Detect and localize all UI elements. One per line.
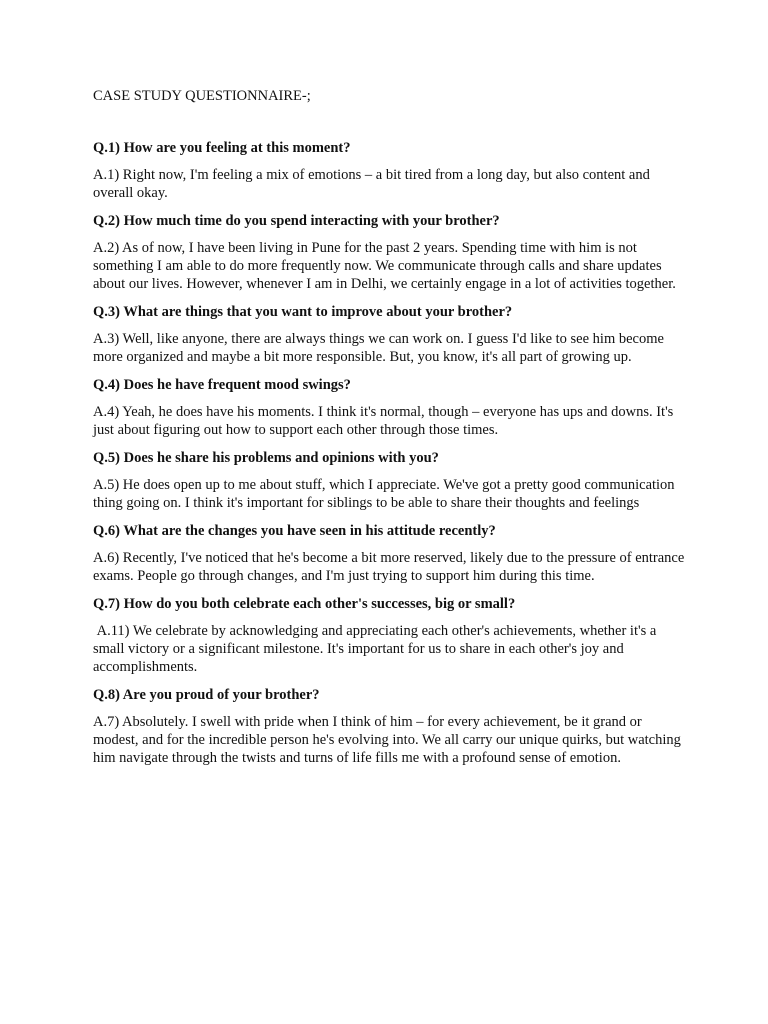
qa-item-3 xyxy=(93,303,685,366)
qa-item-8 xyxy=(93,686,685,767)
question-6: Q.6) What are the changes you have seen in his attitude recently? xyxy=(93,523,496,539)
answer-8: A.7) Absolutely. I swell with pride when I think of him – for every achievement, be it grand or modest, and for the incredible person he's evolving into. We all carry our unique quirks, but watching him navigate through the twists and turns of life fills me with a profound sense of emotion. xyxy=(93,714,685,766)
question-3: Q.3) What are things that you want to improve about your brother? xyxy=(93,304,513,320)
question-4: Q.4) Does he have frequent mood swings? xyxy=(93,377,351,393)
answer-7: A.11) We celebrate by acknowledging and appreciating each other's achievements, whether it's a small victory or a significant milestone. It's important for us to share in each other's joy and accomplishments. xyxy=(93,623,660,675)
answer-3: A.3) Well, like anyone, there are always things we can work on. I guess I'd like to see him become more organized and maybe a bit more responsible. But, you know, it's all part of growing up. xyxy=(93,331,668,365)
qa-item-7 xyxy=(93,595,685,676)
qa-item-6 xyxy=(93,522,688,585)
answer-5: A.5) He does open up to me about stuff, which I appreciate. We've got a pretty good communication thing going on. I think it's important for siblings to be able to share their thoughts and feelings xyxy=(93,477,679,511)
question-1: Q.1) How are you feeling at this moment? xyxy=(93,140,351,156)
question-7: Q.7) How do you both celebrate each other's successes, big or small? xyxy=(93,596,516,612)
question-2: Q.2) How much time do you spend interacting with your brother? xyxy=(93,213,500,229)
answer-2: A.2) As of now, I have been living in Pune for the past 2 years. Spending time with him is not something I am able to do more frequently now. We communicate through calls and share updates about our lives. However, whenever I am in Delhi, we certainly engage in a lot of activities together. xyxy=(93,240,676,292)
qa-item-4 xyxy=(93,376,685,439)
qa-item-5 xyxy=(93,449,685,512)
qa-item-2 xyxy=(93,212,685,293)
document-page xyxy=(93,87,688,777)
answer-1: A.1) Right now, I'm feeling a mix of emotions – a bit tired from a long day, but also content and overall okay. xyxy=(93,167,654,201)
qa-item-1 xyxy=(93,139,685,202)
question-5: Q.5) Does he share his problems and opinions with you? xyxy=(93,450,439,466)
answer-6: A.6) Recently, I've noticed that he's become a bit more reserved, likely due to the pressure of entrance exams. People go through changes, and I'm just trying to support him during this time. xyxy=(93,550,688,584)
answer-4: A.4) Yeah, he does have his moments. I think it's normal, though – everyone has ups and downs. It's just about figuring out how to support each other through those times. xyxy=(93,404,677,438)
question-8: Q.8) Are you proud of your brother? xyxy=(93,687,320,703)
document-title: CASE STUDY QUESTIONNAIRE-; xyxy=(93,88,311,104)
